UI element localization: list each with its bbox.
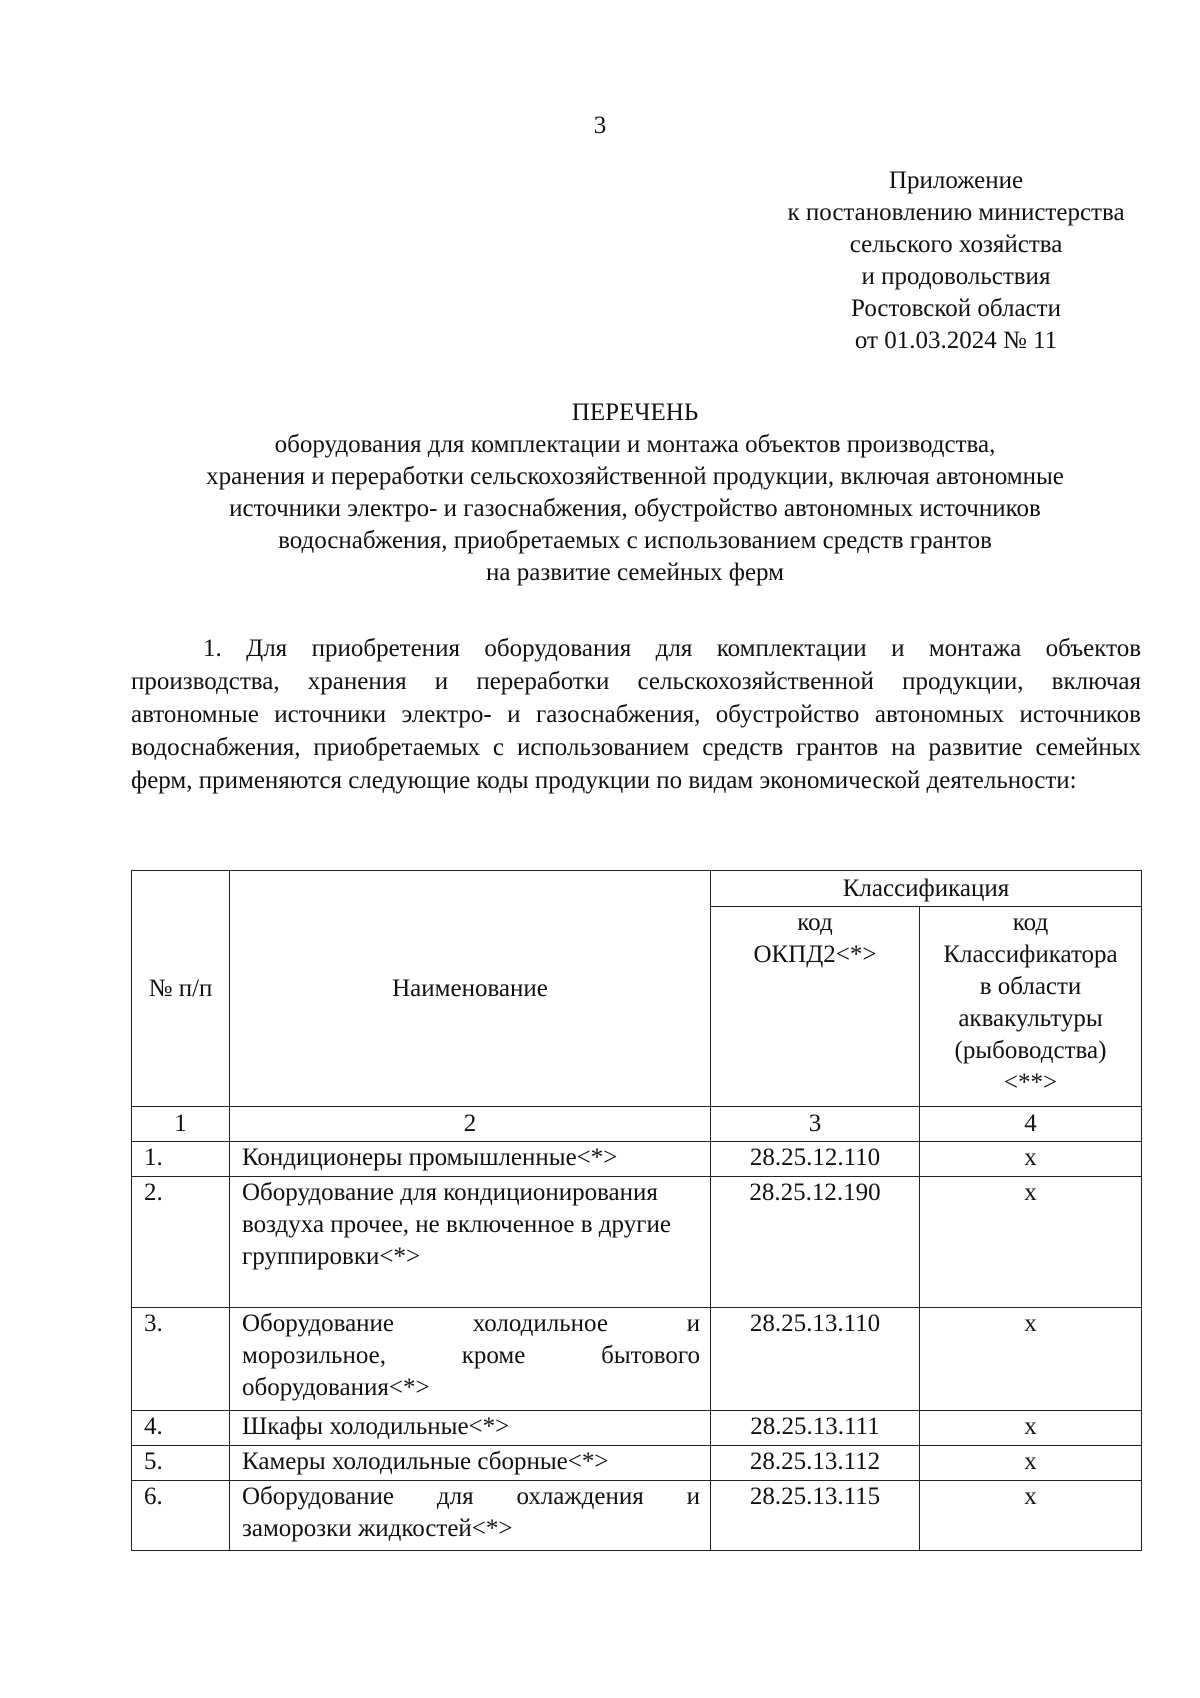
- appendix-line: к постановлению министерства: [787, 199, 1125, 226]
- table-row: [132, 1446, 1142, 1481]
- row-code: 28.25.13.111: [711, 1411, 920, 1446]
- row-num: 4.: [132, 1411, 230, 1446]
- title-line: хранения и переработки сельскохозяйственной продукции, включая автономные: [206, 463, 1064, 490]
- header-okpd-line: код: [797, 909, 833, 936]
- table-index-row: [132, 1107, 1142, 1142]
- table-row: [132, 1177, 1142, 1308]
- appendix-line: от 01.03.2024 № 11: [854, 327, 1058, 354]
- title-line: оборудования для комплектации и монтажа объектов производства,: [274, 431, 996, 458]
- header-aqua-line: код: [1012, 909, 1049, 936]
- row-code: 28.25.13.115: [711, 1481, 920, 1551]
- row-name: Кондиционеры промышленные<*>: [230, 1142, 711, 1177]
- document-title: [130, 397, 1140, 589]
- appendix-line: сельского хозяйства: [849, 231, 1063, 258]
- row-code: 28.25.13.112: [711, 1446, 920, 1481]
- header-aqua-line: Классификатора: [943, 941, 1118, 968]
- table-header-row: [132, 871, 1142, 907]
- table-row: [132, 1411, 1142, 1446]
- table-row: [132, 1142, 1142, 1177]
- header-aqua-line: в области: [979, 973, 1082, 1000]
- index-cell: 4: [920, 1107, 1142, 1142]
- row-aquaculture: х: [920, 1142, 1142, 1177]
- appendix-line: Приложение: [888, 167, 1024, 194]
- table-row: [132, 1481, 1142, 1551]
- title-line: на развитие семейных ферм: [486, 559, 784, 586]
- appendix-header: [756, 165, 1156, 357]
- row-num: 2.: [132, 1177, 230, 1308]
- row-name: Оборудование для кондиционирования воздуха прочее, не включенное в другие группировки<*>: [230, 1177, 711, 1308]
- header-num: № п/п: [132, 871, 230, 1107]
- header-aqua-line: (рыбоводства): [954, 1037, 1107, 1064]
- table-row: [132, 1308, 1142, 1411]
- row-aquaculture: х: [920, 1446, 1142, 1481]
- row-num: 5.: [132, 1446, 230, 1481]
- equipment-codes-table: [131, 870, 1142, 1551]
- row-name: Оборудование холодильное и морозильное, кроме бытового оборудования<*>: [230, 1308, 711, 1411]
- appendix-line: Ростовской области: [851, 295, 1061, 322]
- index-cell: 3: [711, 1107, 920, 1142]
- index-cell: 2: [230, 1107, 711, 1142]
- header-aquaculture: [920, 907, 1142, 1107]
- intro-paragraph: 1. Для приобретения оборудования для комплектации и монтажа объектов производства, хранения и переработки сельскохозяйственной продукции, включая автономные источники электро- и газоснабжения, обустройство автономных источников водоснабжения, приобретаемых с использованием средств грантов на развитие семейных ферм, применяются следующие коды продукции по видам экономической деятельности:: [131, 635, 1141, 794]
- index-cell: 1: [132, 1107, 230, 1142]
- header-name: Наименование: [230, 871, 711, 1107]
- header-aqua-line: аквакультуры: [958, 1005, 1103, 1032]
- header-aqua-line: <**>: [1003, 1069, 1058, 1096]
- title-line: водоснабжения, приобретаемых с использованием средств грантов: [278, 527, 992, 554]
- row-num: 1.: [132, 1142, 230, 1177]
- title-heading: ПЕРЕЧЕНЬ: [571, 399, 699, 426]
- row-name: Шкафы холодильные<*>: [230, 1411, 711, 1446]
- page-number: 3: [593, 112, 607, 139]
- row-aquaculture: х: [920, 1411, 1142, 1446]
- title-line: источники электро- и газоснабжения, обустройство автономных источников: [229, 495, 1041, 522]
- row-num: 6.: [132, 1481, 230, 1551]
- appendix-line: и продовольствия: [861, 263, 1051, 290]
- row-num: 3.: [132, 1308, 230, 1411]
- header-okpd-line: ОКПД2<*>: [753, 941, 877, 968]
- header-classification: Классификация: [711, 871, 1142, 907]
- row-aquaculture: х: [920, 1308, 1142, 1411]
- row-name: Камеры холодильные сборные<*>: [230, 1446, 711, 1481]
- row-aquaculture: х: [920, 1177, 1142, 1308]
- row-name: Оборудование для охлаждения и заморозки жидкостей<*>: [230, 1481, 711, 1551]
- row-code: 28.25.12.190: [711, 1177, 920, 1308]
- header-okpd: [711, 907, 920, 1107]
- row-aquaculture: х: [920, 1481, 1142, 1551]
- row-code: 28.25.13.110: [711, 1308, 920, 1411]
- row-code: 28.25.12.110: [711, 1142, 920, 1177]
